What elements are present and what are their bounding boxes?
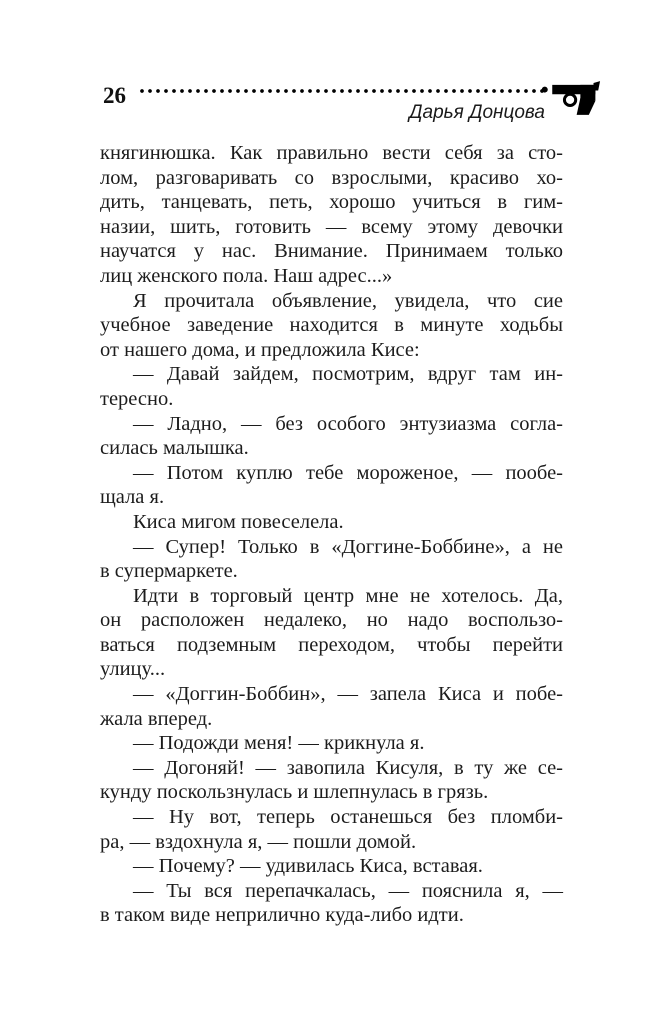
text-line: Я прочитала объявление, увидела, что сие	[133, 289, 563, 312]
page-body	[100, 141, 563, 928]
text-line: от нашего дома, и предложила Кисе:	[100, 338, 420, 361]
text-line: силась малышка.	[100, 437, 249, 460]
text-line: — Давай зайдем, посмотрим, вдруг там ин-	[133, 363, 563, 386]
text-line: лом, разговаривать со взрослыми, красиво хо-	[100, 166, 563, 189]
text-line: Идти в торговый центр мне не хотелось. Да,	[133, 584, 563, 607]
author-name: Дарья Донцова	[409, 102, 545, 123]
text-line: щала я.	[100, 486, 165, 509]
text-line: ра, — вздохнула я, — пошли домой.	[100, 830, 417, 853]
text-line: он расположен недалеко, но надо воспользо-	[100, 609, 563, 632]
text-line: княгинюшка. Как правильно вести себя за сто-	[100, 142, 563, 164]
revolver-icon	[541, 79, 601, 117]
text-line: лиц женского пола. Наш адрес...»	[100, 264, 393, 287]
text-line: в таком виде неприлично куда-либо идти.	[100, 904, 464, 927]
text-line: — Ну вот, теперь останешься без пломби-	[133, 806, 563, 829]
text-line: — «Доггин-Боббин», — запела Киса и побе-	[133, 683, 563, 706]
text-line: — Подожди меня! — крикнула я.	[133, 732, 425, 755]
page-header	[103, 84, 601, 130]
text-line: научатся у нас. Внимание. Принимаем только	[100, 240, 563, 263]
text-line: ваться подземным переходом, чтобы перейти	[100, 633, 563, 656]
text-line: кунду поскользнулась и шлепнулась в грязь.	[100, 781, 489, 804]
text-line: дить, танцевать, петь, хорошо учиться в гим-	[100, 191, 563, 214]
text-line: — Супер! Только в «Доггине-Боббине», а не	[133, 535, 563, 558]
text-line: — Ладно, — без особого энтузиазма согла-	[133, 412, 563, 435]
text-line: жала вперед.	[100, 707, 213, 730]
text-line: — Ты вся перепачкалась, — пояснила я, —	[133, 879, 563, 902]
dotted-leader-line	[139, 87, 544, 95]
page-number: 26	[103, 83, 126, 108]
text-line: — Догоняй! — завопила Кисуля, в ту же се-	[133, 756, 563, 779]
text-line: тересно.	[100, 387, 174, 410]
text-line: — Потом куплю тебе мороженое, — пообе-	[133, 461, 563, 484]
text-line: Киса мигом повеселела.	[133, 510, 344, 533]
text-line: улицу...	[100, 658, 166, 681]
text-line: учебное заведение находится в минуте ходьбы	[100, 314, 563, 337]
text-line: назии, шить, готовить — всему этому девочки	[100, 215, 563, 238]
text-line: — Почему? — удивилась Киса, вставая.	[133, 855, 483, 878]
text-line: в супермаркете.	[100, 560, 238, 583]
